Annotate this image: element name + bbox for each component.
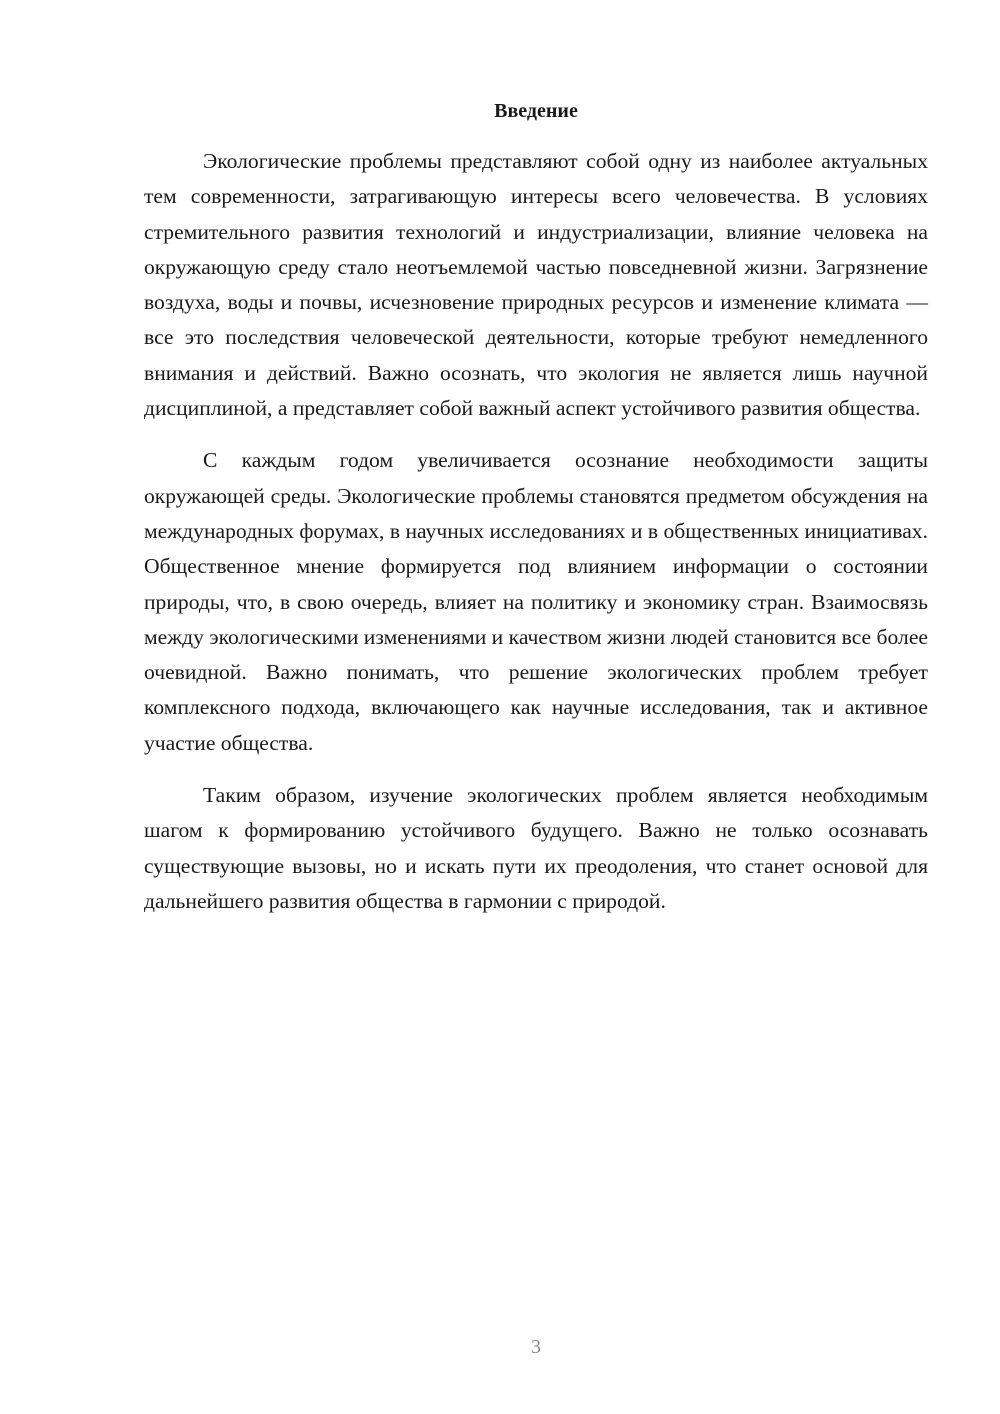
paragraph-3: Таким образом, изучение экологических проблем является необходимым шагом к формированию устойчивого будущего. Важно не только осознавать существующие вызовы, но и искать пути их преодоления, что станет основой для дальнейшего развития общества в гармонии с природой. xyxy=(144,783,928,913)
paragraph-1: Экологические проблемы представляют собой одну из наиболее актуальных тем современности, затрагивающую интересы всего человечества. В условиях стремительного развития технологий и индустриализации, влияние человека на окружающую среду стало неотъемлемой частью повседневной жизни. Загрязнение воздуха, воды и почвы, исчезновение природных ресурсов и изменение климата — все это последствия человеческой деятельности, которые требуют немедленного внимания и действий. Важно осознать, что экология не является лишь научной дисциплиной, а представляет собой важный аспект устойчивого развития общества. xyxy=(144,149,928,421)
section-title: Введение xyxy=(494,100,578,122)
paragraph-2: С каждым годом увеличивается осознание необходимости защиты окружающей среды. Экологические проблемы становятся предметом обсуждения на международных форумах, в научных исследованиях и в общественных инициативах. Общественное мнение формируется под влиянием информации о состоянии природы, что, в свою очередь, влияет на политику и экономику стран. Взаимосвязь между экологическими изменениями и качеством жизни людей становится все более очевидной. Важно понимать, что решение экологических проблем требует комплексного подхода, включающего как научные исследования, так и активное участие общества. xyxy=(144,448,928,755)
page-number: 3 xyxy=(531,1336,541,1358)
body-text xyxy=(144,144,928,936)
